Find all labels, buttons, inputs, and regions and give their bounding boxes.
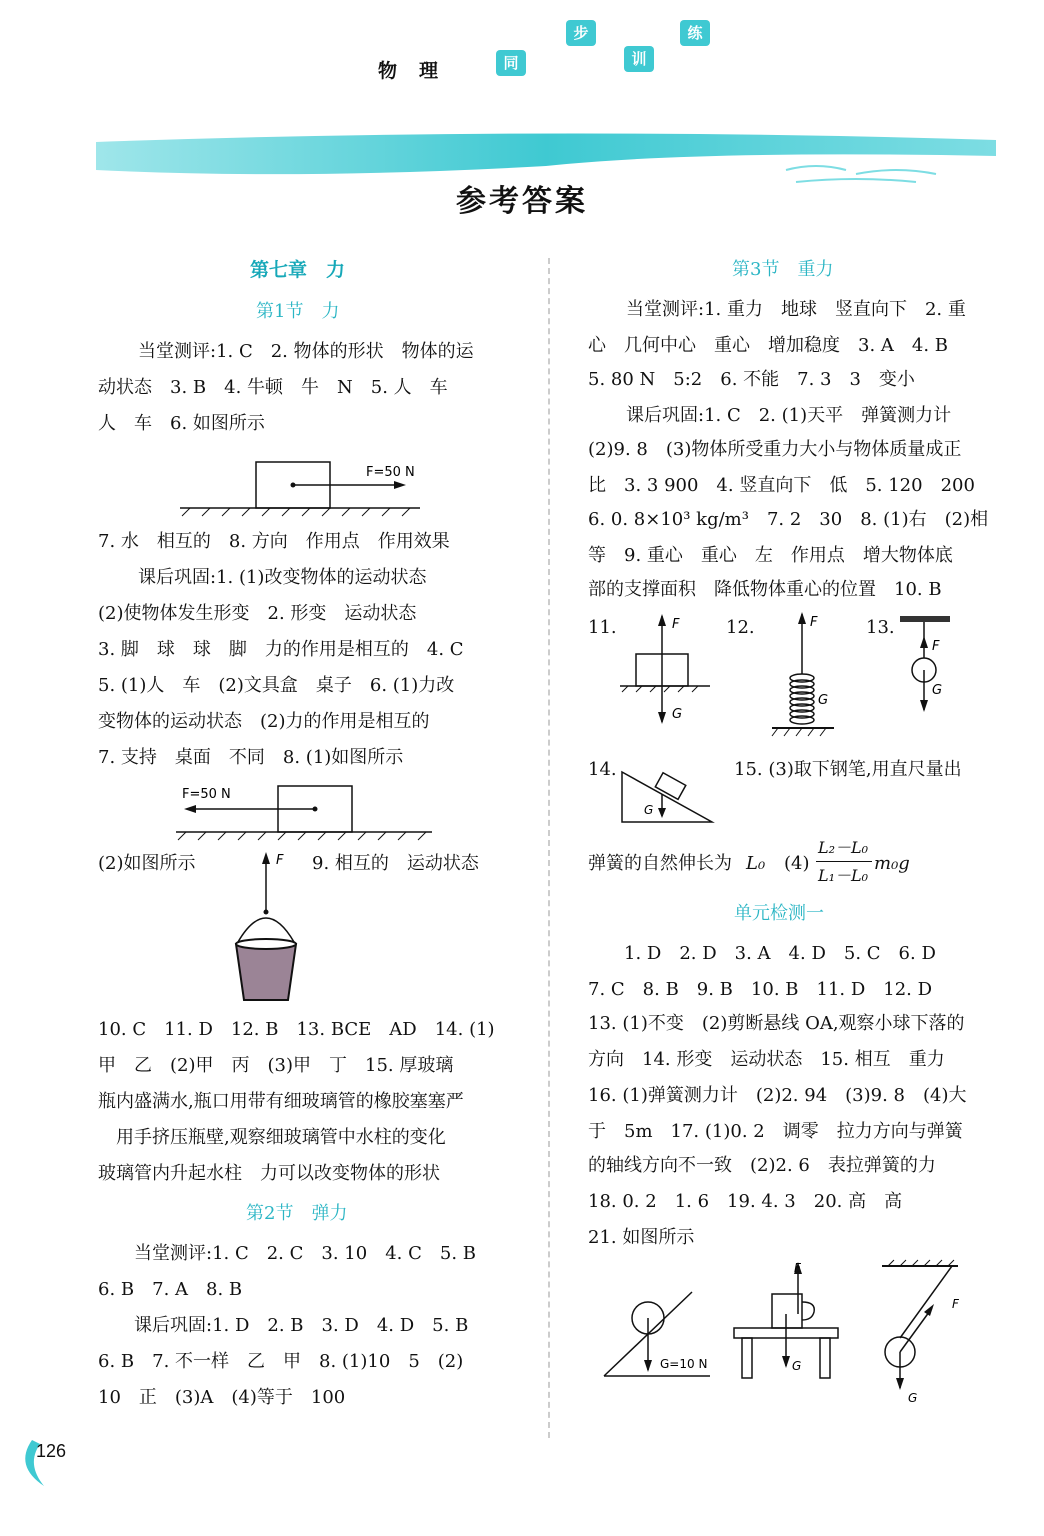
answer-line: 用手挤压瓶壁,观察细玻璃管中水柱的变化 bbox=[116, 1127, 446, 1148]
force-label: F bbox=[276, 853, 284, 868]
answer-line: 比 3. 3 900 4. 竖直向下 低 5. 120 200 bbox=[588, 475, 975, 496]
answer-line: (2)如图所示 bbox=[98, 853, 196, 874]
force-label: F=50 N bbox=[182, 787, 231, 802]
answer-line: 13. (1)不变 (2)剪断悬线 OA,观察小球下落的 bbox=[588, 1013, 965, 1034]
header-tile: 训 bbox=[624, 46, 654, 72]
answer-line: 甲 乙 (2)甲 丙 (3)甲 丁 15. 厚玻璃 bbox=[98, 1055, 454, 1076]
answer-line: 6. B 7. 不一样 乙 甲 8. (1)10 5 (2) bbox=[98, 1351, 464, 1372]
figure-number: 11. bbox=[588, 617, 617, 638]
formula-symbol: m₀g bbox=[874, 853, 910, 874]
gravity-label: G bbox=[672, 707, 683, 722]
gravity-label: G bbox=[908, 1391, 918, 1405]
gravity-label: G bbox=[818, 693, 829, 708]
force-label: F bbox=[672, 617, 680, 632]
answer-line: 变物体的运动状态 (2)力的作用是相互的 bbox=[98, 711, 430, 732]
gravity-label: G bbox=[644, 803, 654, 817]
answer-line: 21. 如图所示 bbox=[588, 1227, 695, 1248]
answer-line: 当堂测评:1. C 2. C 3. 10 4. C 5. B bbox=[134, 1243, 476, 1264]
answer-line: 6. B 7. A 8. B bbox=[98, 1279, 243, 1300]
gravity-label: G=10 N bbox=[660, 1357, 708, 1371]
force-label: F bbox=[794, 1261, 801, 1275]
answer-line: 10. C 11. D 12. B 13. BCE AD 14. (1) bbox=[98, 1019, 495, 1040]
answer-line: 玻璃管内升起水柱 力可以改变物体的形状 bbox=[98, 1163, 440, 1184]
answer-line: 7. C 8. B 9. B 10. B 11. D 12. D bbox=[588, 979, 933, 1000]
bucket-diagram bbox=[224, 848, 314, 1008]
formula-symbol: L₀ bbox=[746, 853, 766, 874]
section-heading: 第2节 弹力 bbox=[246, 1203, 348, 1224]
fraction-denominator: L₁－L₀ bbox=[818, 866, 869, 885]
section-heading: 单元检测一 bbox=[734, 903, 824, 924]
answer-line: 方向 14. 形变 运动状态 15. 相互 重力 bbox=[588, 1049, 945, 1070]
answer-line: 等 9. 重心 重心 左 作用点 增大物体底 bbox=[588, 545, 953, 566]
figure-13 bbox=[896, 614, 976, 724]
answer-line: 课后巩固:1. D 2. B 3. D 4. D 5. B bbox=[134, 1315, 469, 1336]
chapter-heading: 第七章 力 bbox=[250, 259, 346, 281]
figure-number: 14. bbox=[588, 759, 617, 780]
page-number: 126 bbox=[36, 1441, 67, 1461]
subject-label: 物理 bbox=[378, 60, 461, 82]
answer-line: 人 车 6. 如图所示 bbox=[98, 413, 265, 434]
gravity-label: G bbox=[932, 683, 943, 698]
answer-line: 7. 水 相互的 8. 方向 作用点 作用效果 bbox=[98, 531, 450, 552]
answer-line: 15. (3)取下钢笔,用直尺量出 bbox=[734, 759, 962, 780]
figure-number: 12. bbox=[726, 617, 755, 638]
answer-line: 心 几何中心 重心 增加稳度 3. A 4. B bbox=[588, 335, 949, 356]
fraction-numerator: L₂－L₀ bbox=[818, 838, 869, 857]
figure-number: 13. bbox=[866, 617, 895, 638]
answer-line: (2)使物体发生形变 2. 形变 运动状态 bbox=[98, 603, 417, 624]
section-heading: 第1节 力 bbox=[256, 301, 340, 322]
force-label: F bbox=[810, 615, 818, 630]
answer-line: 部的支撑面积 降低物体重心的位置 10. B bbox=[588, 579, 942, 600]
gravity-label: G bbox=[792, 1359, 802, 1373]
answer-line: 5. (1)人 车 (2)文具盒 桌子 6. (1)力改 bbox=[98, 675, 455, 696]
answer-line: 课后巩固:1. (1)改变物体的运动状态 bbox=[138, 567, 427, 588]
answer-line: 当堂测评:1. 重力 地球 竖直向下 2. 重 bbox=[626, 299, 966, 320]
answer-line: 6. 0. 8×10³ kg/m³ 7. 2 30 8. (1)右 (2)相 bbox=[588, 509, 989, 530]
answer-line: 7. 支持 桌面 不同 8. (1)如图所示 bbox=[98, 747, 404, 768]
answer-line: 1. D 2. D 3. A 4. D 5. C 6. D bbox=[624, 943, 936, 964]
header-tile: 练 bbox=[680, 20, 710, 46]
page-title: 参考答案 bbox=[456, 184, 588, 219]
answer-line: 10 正 (3)A (4)等于 100 bbox=[98, 1387, 346, 1408]
force-label: F bbox=[952, 1297, 959, 1311]
force-diagram-1 bbox=[180, 452, 460, 522]
answer-line: 当堂测评:1. C 2. 物体的形状 物体的运 bbox=[138, 341, 474, 362]
answer-line: 的轴线方向不一致 (2)2. 6 表拉弹簧的力 bbox=[588, 1155, 936, 1176]
answer-line: 弹簧的自然伸长为 bbox=[588, 853, 732, 874]
header-tile: 步 bbox=[566, 20, 596, 46]
column-divider bbox=[548, 258, 550, 1438]
answer-line: 于 5m 17. (1)0. 2 调零 拉力方向与弹簧 bbox=[588, 1121, 963, 1142]
fraction-bar bbox=[816, 861, 872, 862]
force-label: F bbox=[932, 639, 940, 654]
figure-14 bbox=[618, 754, 718, 826]
figure-21 bbox=[598, 1258, 998, 1408]
answer-line: 课后巩固:1. C 2. (1)天平 弹簧测力计 bbox=[626, 405, 952, 426]
figure-12 bbox=[756, 612, 856, 742]
answer-line: 3. 脚 球 球 脚 力的作用是相互的 4. C bbox=[98, 639, 464, 660]
answer-line: 16. (1)弹簧测力计 (2)2. 94 (3)9. 8 (4)大 bbox=[588, 1085, 967, 1106]
answer-line: 9. 相互的 运动状态 bbox=[312, 853, 479, 874]
header-tile: 同 bbox=[496, 50, 526, 76]
section-heading: 第3节 重力 bbox=[732, 259, 834, 280]
answer-line: (4) bbox=[784, 853, 810, 874]
answer-line: 瓶内盛满水,瓶口用带有细玻璃管的橡胶塞塞严 bbox=[98, 1091, 464, 1112]
answer-line: 18. 0. 2 1. 6 19. 4. 3 20. 高 高 bbox=[588, 1191, 903, 1212]
force-label: F=50 N bbox=[366, 465, 415, 480]
force-diagram-2 bbox=[176, 776, 456, 846]
figure-11 bbox=[620, 612, 720, 732]
answer-line: (2)9. 8 (3)物体所受重力大小与物体质量成正 bbox=[588, 439, 962, 460]
answer-line: 动状态 3. B 4. 牛顿 牛 N 5. 人 车 bbox=[98, 377, 448, 398]
answer-line: 5. 80 N 5:2 6. 不能 7. 3 3 变小 bbox=[588, 369, 915, 390]
